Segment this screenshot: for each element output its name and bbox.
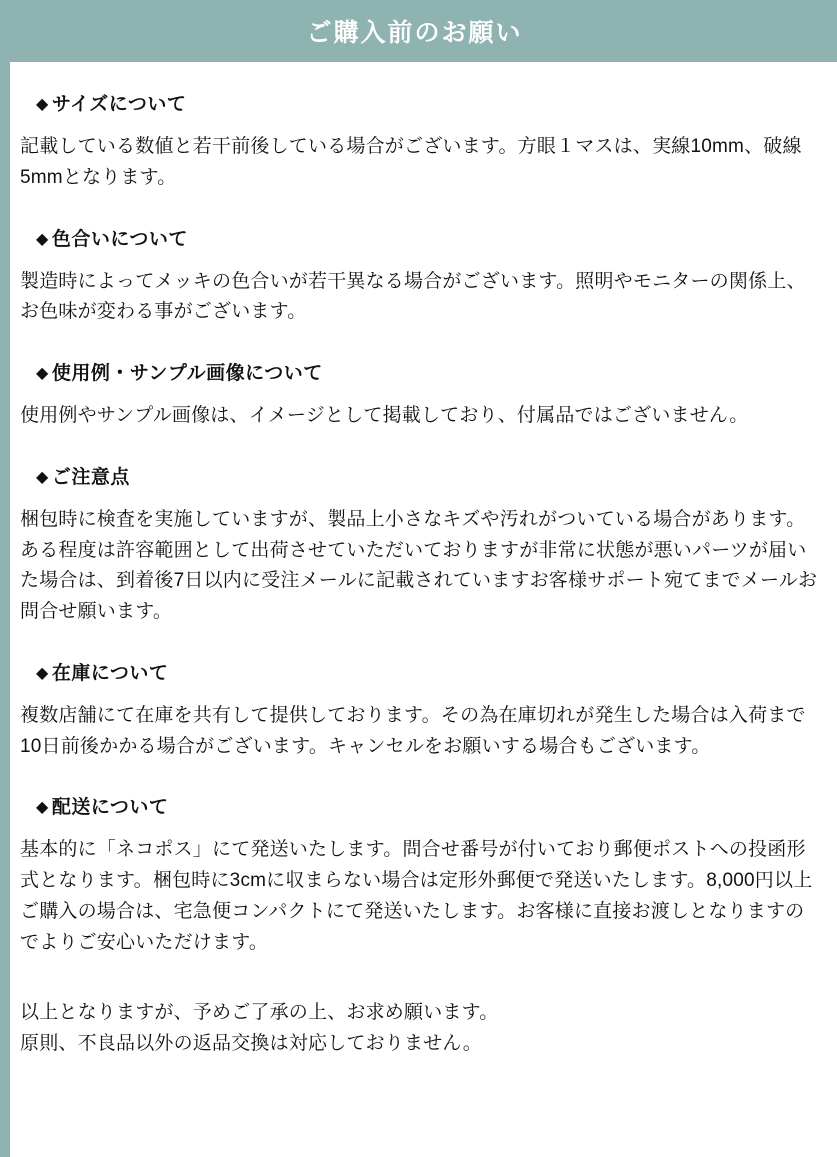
closing-note — [20, 958, 819, 1060]
section-body-caution: 梱包時に検査を実施していますが、製品上小さなキズや汚れがついている場合があります。ある程度は許容範囲として出荷させていただいておりますが非常に状態が悪いパーツが届いた場合は、到着後7日以内に受注メールに記載されていますお客様サポート宛てまでメールお問合せ願います。 — [20, 508, 818, 623]
section-heading-shipping-label: 配送について — [51, 797, 169, 819]
diamond-bullet-icon: ◆ — [36, 664, 49, 682]
section-body-sample: 使用例やサンプル画像は、イメージとして掲載しており、付属品ではございません。 — [20, 405, 749, 427]
diamond-bullet-icon: ◆ — [36, 230, 49, 248]
diamond-bullet-icon: ◆ — [36, 799, 49, 817]
section-body-size: 記載している数値と若干前後している場合がございます。方眼１マスは、実線10mm、破線5mmとなります。 — [20, 136, 802, 188]
section-heading-sample — [20, 328, 819, 385]
section-heading-color-label: 色合いについて — [51, 228, 188, 250]
section-body-stock: 複数店舗にて在庫を共有して提供しております。その為在庫切れが発生した場合は入荷まで10日前後かかる場合がございます。キャンセルをお願いする場合もございます。 — [20, 704, 806, 757]
section-body-shipping: 基本的に「ネコポス」にて発送いたします。問合せ番号が付いており郵便ポストへの投函形式となります。梱包時に3cmに収まらない場合は定形外郵便で発送いたします。8,000円以上ご購入の場合は、宅急便コンパクトにて発送いたします。お客様に直接お渡しとなりますのでよりご安心いただけます。 — [20, 839, 813, 953]
closing-line-1: 以上となりますが、予めご了承の上、お求め願います。 — [20, 1002, 499, 1024]
diamond-bullet-icon: ◆ — [36, 365, 49, 383]
section-caution — [20, 432, 819, 628]
section-sample — [20, 328, 819, 432]
section-heading-caution-label: ご注意点 — [51, 466, 130, 488]
section-heading-shipping — [20, 762, 819, 819]
section-heading-size-label: サイズについて — [51, 94, 187, 115]
section-stock — [20, 628, 819, 763]
diamond-bullet-icon: ◆ — [36, 96, 49, 113]
section-heading-caution — [20, 432, 819, 489]
section-heading-stock — [20, 628, 819, 685]
section-color — [20, 194, 819, 329]
section-shipping — [20, 762, 819, 958]
page-title: ご購入前のお願い — [306, 19, 523, 47]
section-size — [20, 62, 819, 194]
closing-line-2: 原則、不良品以外の返品交換は対応しておりません。 — [20, 1033, 482, 1055]
section-heading-stock-label: 在庫について — [51, 662, 169, 684]
section-heading-sample-label: 使用例・サンプル画像について — [51, 363, 323, 385]
section-heading-color — [20, 194, 819, 251]
notice-content — [10, 62, 837, 1060]
diamond-bullet-icon: ◆ — [36, 468, 49, 486]
section-body-color: 製造時によってメッキの色合いが若干異なる場合がございます。照明やモニターの関係上、お色味が変わる事がございます。 — [20, 270, 806, 323]
section-heading-size — [20, 62, 819, 116]
header-banner — [0, 0, 837, 62]
